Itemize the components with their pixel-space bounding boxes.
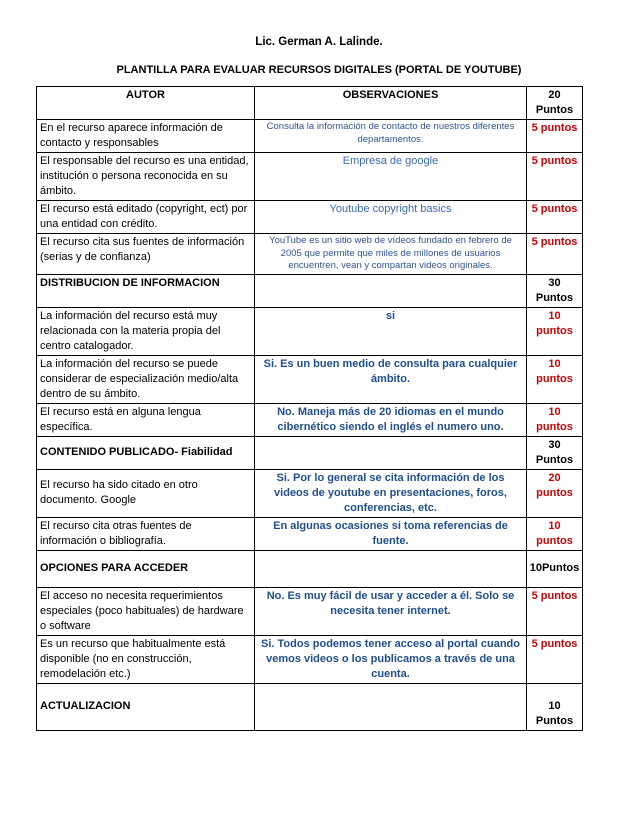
points-cell: 10 puntos xyxy=(527,307,583,355)
observation-cell: Si. Es un buen medio de consulta para cualquier ámbito. xyxy=(255,355,527,403)
section-empty-cell xyxy=(255,683,527,730)
table-row xyxy=(37,587,583,635)
table-row xyxy=(37,307,583,355)
observation-cell: Youtube copyright basics xyxy=(255,201,527,234)
section-row-opciones xyxy=(37,550,583,587)
section-name: DISTRIBUCION DE INFORMACION xyxy=(37,274,255,307)
criterion-cell: En el recurso aparece información de contacto y responsables xyxy=(37,120,255,153)
section-points: 30 Puntos xyxy=(527,274,583,307)
criterion-cell: Es un recurso que habitualmente está disponible (no en construcción, remodelación etc.) xyxy=(37,635,255,683)
table-row xyxy=(37,469,583,517)
section-points: 10 Puntos xyxy=(527,683,583,730)
criterion-cell: El recurso está en alguna lengua específica. xyxy=(37,403,255,436)
criterion-cell: El recurso cita sus fuentes de información (serias y de confianza) xyxy=(37,234,255,275)
section-name: OPCIONES PARA ACCEDER xyxy=(37,550,255,587)
observation-cell: Empresa de google xyxy=(255,153,527,201)
observation-cell: si xyxy=(255,307,527,355)
section-row-actualizacion xyxy=(37,683,583,730)
section-row-contenido xyxy=(37,436,583,469)
header-autor: AUTOR xyxy=(37,87,255,120)
observation-cell: Consulta la información de contacto de nuestros diferentes departamentos. xyxy=(255,120,527,153)
points-cell: 5 puntos xyxy=(527,635,583,683)
header-points: 20 Puntos xyxy=(527,87,583,120)
points-cell: 5 puntos xyxy=(527,120,583,153)
header-observaciones: OBSERVACIONES xyxy=(255,87,527,120)
observation-cell: No. Es muy fácil de usar y acceder a él. Solo se necesita tener internet. xyxy=(255,587,527,635)
table-row xyxy=(37,517,583,550)
section-name: ACTUALIZACION xyxy=(37,683,255,730)
table-row xyxy=(37,153,583,201)
criterion-cell: El recurso ha sido citado en otro documento. Google xyxy=(37,469,255,517)
section-points: 30 Puntos xyxy=(527,436,583,469)
document-title: PLANTILLA PARA EVALUAR RECURSOS DIGITALES (PORTAL DE YOUTUBE) xyxy=(116,64,522,76)
points-cell: 10 puntos xyxy=(527,517,583,550)
table-row xyxy=(37,403,583,436)
table-row xyxy=(37,355,583,403)
points-cell: 10 puntos xyxy=(527,355,583,403)
observation-cell: En algunas ocasiones si toma referencias de fuente. xyxy=(255,517,527,550)
table-row xyxy=(37,635,583,683)
observation-cell: YouTube es un sitio web de vídeos fundado en febrero de 2005 que permite que miles de millones de usuarios encuentren, vean y compartan videos originales. xyxy=(255,234,527,275)
observation-cell: Si. Por lo general se cita información de los videos de youtube en presentaciones, foros, conferencias, etc. xyxy=(255,469,527,517)
points-cell: 5 puntos xyxy=(527,234,583,275)
criterion-cell: El recurso cita otras fuentes de información o bibliografía. xyxy=(37,517,255,550)
points-cell: 5 puntos xyxy=(527,587,583,635)
table-header-row xyxy=(37,87,583,120)
table-row xyxy=(37,234,583,275)
section-empty-cell xyxy=(255,436,527,469)
criterion-cell: El recurso está editado (copyright, ect) por una entidad con crédito. xyxy=(37,201,255,234)
points-cell: 5 puntos xyxy=(527,153,583,201)
table-row xyxy=(37,120,583,153)
criterion-cell: La información del recurso está muy relacionada con la materia propia del centro catalogador. xyxy=(37,307,255,355)
document-author: Lic. German A. Lalinde. xyxy=(255,36,383,48)
section-name: CONTENIDO PUBLICADO- Fiabilidad xyxy=(37,436,255,469)
points-cell: 10 puntos xyxy=(527,403,583,436)
evaluation-table xyxy=(36,86,583,731)
criterion-cell: El responsable del recurso es una entidad, institución o persona reconocida en su ámbito. xyxy=(37,153,255,201)
section-empty-cell xyxy=(255,274,527,307)
criterion-cell: El acceso no necesita requerimientos especiales (poco habituales) de hardware o software xyxy=(37,587,255,635)
criterion-cell: La información del recurso se puede considerar de especialización medio/alta dentro de su ámbito. xyxy=(37,355,255,403)
points-cell: 5 puntos xyxy=(527,201,583,234)
section-empty-cell xyxy=(255,550,527,587)
table-row xyxy=(37,201,583,234)
observation-cell: No. Maneja más de 20 idiomas en el mundo cibernético siendo el inglés el numero uno. xyxy=(255,403,527,436)
section-points: 10Puntos xyxy=(527,550,583,587)
observation-cell: Si. Todos podemos tener acceso al portal cuando vemos videos o los publicamos a través de una cuenta. xyxy=(255,635,527,683)
points-cell: 20 puntos xyxy=(527,469,583,517)
section-row-distribucion xyxy=(37,274,583,307)
